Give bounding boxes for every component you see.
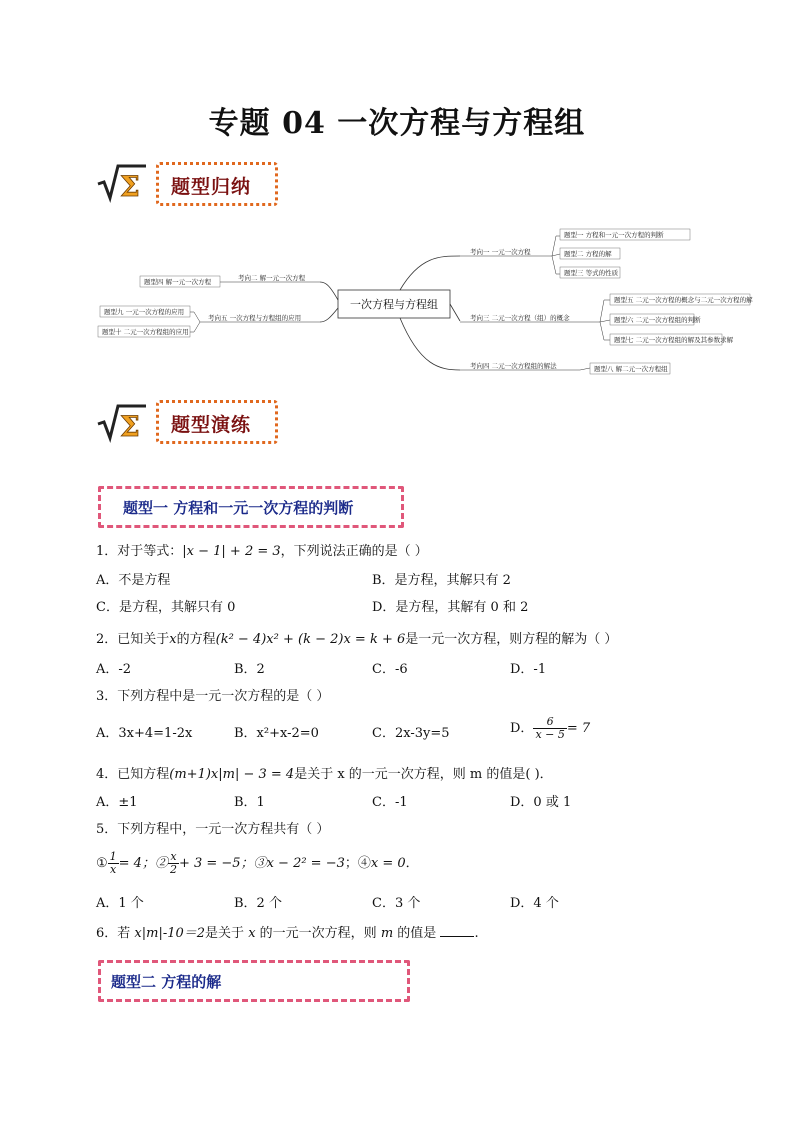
q4-stem-pre: 4．已知方程 [96,767,170,782]
q6-stem-mid2: 的一元一次方程，则 [259,926,377,941]
mind-map-l2-item-1: 题型九 一元一次方程的应用 [104,308,185,316]
mind-map-branch-r1: 考向一 一元一次方程 [470,248,531,256]
q1-option-d: D．是方程，其解有 0 和 2 [372,600,529,615]
q4-option-c: C．-1 [372,795,408,810]
q5-item-1-marker: ① [96,856,108,871]
q3-d-fraction [533,716,566,741]
q5-option-b: B．2 个 [234,896,282,911]
section-induction-box [156,162,278,206]
section-induction [96,162,148,206]
q4-stem-post: 是关于 x 的一元一次方程，则 m 的值是( )． [294,767,553,782]
q2-stem-post: 是一元一次方程，则方程的解为（ ） [405,632,618,647]
mind-map-r3-item-1: 题型八 解二元一次方程组 [594,365,668,373]
svg-text:Σ: Σ [120,170,140,203]
q1-option-c: C．是方程，其解只有 0 [96,600,236,615]
q2-option-b: B．2 [234,662,265,677]
question-1-stem [96,543,428,561]
q5-item-3: x − 2² = −3 [266,856,345,871]
q3-option-d [510,716,590,741]
section-practice-label: 题型演练 [171,414,252,436]
q3-d-denominator: x − 5 [535,728,565,741]
question-4-stem [96,766,553,784]
q5-item-1-fraction [108,851,119,876]
q4-option-a: A．±1 [96,795,138,810]
q3-d-numerator: 6 [533,716,566,729]
mind-map-branch-l1: 考向二 解一元一次方程 [238,274,306,282]
q5-option-d: D．4 个 [510,896,559,911]
q6-var: x [248,926,256,941]
q5-item-3-post: ；④ [344,856,371,871]
mind-map-branch-r3: 考向四 二元一次方程组的解法 [470,362,557,370]
category-box-2 [98,960,410,1002]
q2-expression: (k² − 4)x² + (k − 2)x = k + 6 [215,632,406,647]
q2-option-c: C．-6 [372,662,408,677]
q6-expression: x|m|-10＝2 [134,926,206,941]
q5-item-2-denominator: 2 [169,863,177,876]
question-6-stem [96,925,479,943]
q5-item-2-post: + 3 = −5；③ [178,856,267,871]
q5-option-c: C．3 个 [372,896,421,911]
q1-option-b: B．是方程，其解只有 2 [372,573,511,588]
q5-item-4-post: ． [405,856,419,871]
category-label-1: 题型一 方程和一元一次方程的判断 [123,499,354,517]
q5-item-2-numerator: x [168,851,179,864]
q2-option-a: A．-2 [96,662,132,677]
mind-map-branch-r2: 考向三 二元一次方程（组）的概念 [470,314,570,322]
q6-stem-pre: 6．若 [96,926,135,941]
mind-map-l2-item-2: 题型十 二元一次方程组的应用 [102,328,189,336]
q3-d-post: = 7 [566,721,591,736]
q5-items [96,851,419,876]
category-box-1 [98,486,404,528]
q3-option-b: B．x²+x-2=0 [234,726,319,741]
question-3-stem: 3．下列方程中是一元一次方程的是（ ） [96,689,330,704]
q1-stem-pre: 1．对于等式： [96,544,183,559]
q6-stem-post: 的值是 [397,926,437,941]
q6-stem-end: . [474,926,479,941]
category-label-2: 题型二 方程的解 [111,973,222,991]
sqrt-sigma-icon [96,162,148,202]
q3-option-c: C．2x-3y=5 [372,726,450,741]
mind-map-root: 一次方程与方程组 [350,298,438,311]
q6-stem-mid: 是关于 [205,926,245,941]
q1-expression: |x − 1| + 2 = 3 [182,544,281,559]
question-2-stem [96,631,617,649]
q1-stem-post: ，下列说法正确的是（ ） [280,544,428,559]
section-practice [96,402,148,446]
page-title: 专题 04 一次方程与方程组 [208,106,586,141]
q4-expression: (m+1)x|m| − 3 = 4 [169,767,295,782]
q5-item-1-post: = 4；② [118,856,168,871]
mind-map-r2-item-1: 题型五 二元一次方程的概念与二元一次方程的解 [614,296,753,304]
mind-map-r2-item-3: 题型七 二元一次方程组的解及其参数求解 [614,336,734,344]
q1-option-a: A．不是方程 [96,573,171,588]
sqrt-sigma-icon [96,402,148,442]
mind-map-r2-item-2: 题型六 二元一次方程组的判断 [614,316,701,324]
q5-item-2-fraction [168,851,179,876]
q6-var2: m [380,926,394,941]
q3-option-a: A．3x+4=1-2x [96,726,193,741]
section-practice-box [156,400,278,444]
q2-stem-pre: 2．已知关于 [96,632,170,647]
mind-map-r1-item-2: 题型二 方程的解 [564,250,612,258]
q2-var: x [169,632,177,647]
q5-item-1-denominator: x [110,863,117,876]
q5-item-1-numerator: 1 [109,850,117,863]
mind-map-branch-l2: 考向五 一次方程与方程组的应用 [208,314,302,322]
svg-text:Σ: Σ [120,410,140,443]
mind-map-r1-item-1: 题型一 方程和一元一次方程的判断 [564,231,664,239]
q2-stem-mid: 的方程 [176,632,216,647]
q3-d-label: D． [510,721,534,736]
question-5-stem: 5．下列方程中，一元一次方程共有（ ） [96,822,330,837]
mind-map-r1-item-3: 题型三 等式的性质 [564,269,619,277]
q4-option-b: B．1 [234,795,265,810]
mind-map [90,226,753,386]
mind-map-l1-item-1: 题型四 解一元一次方程 [144,278,212,286]
q5-option-a: A．1 个 [96,896,144,911]
q5-item-4: x = 0 [370,856,406,871]
section-induction-label: 题型归纳 [171,176,252,198]
q2-option-d: D．-1 [510,662,547,677]
q4-option-d: D．0 或 1 [510,795,572,810]
q6-answer-blank[interactable] [440,936,474,937]
